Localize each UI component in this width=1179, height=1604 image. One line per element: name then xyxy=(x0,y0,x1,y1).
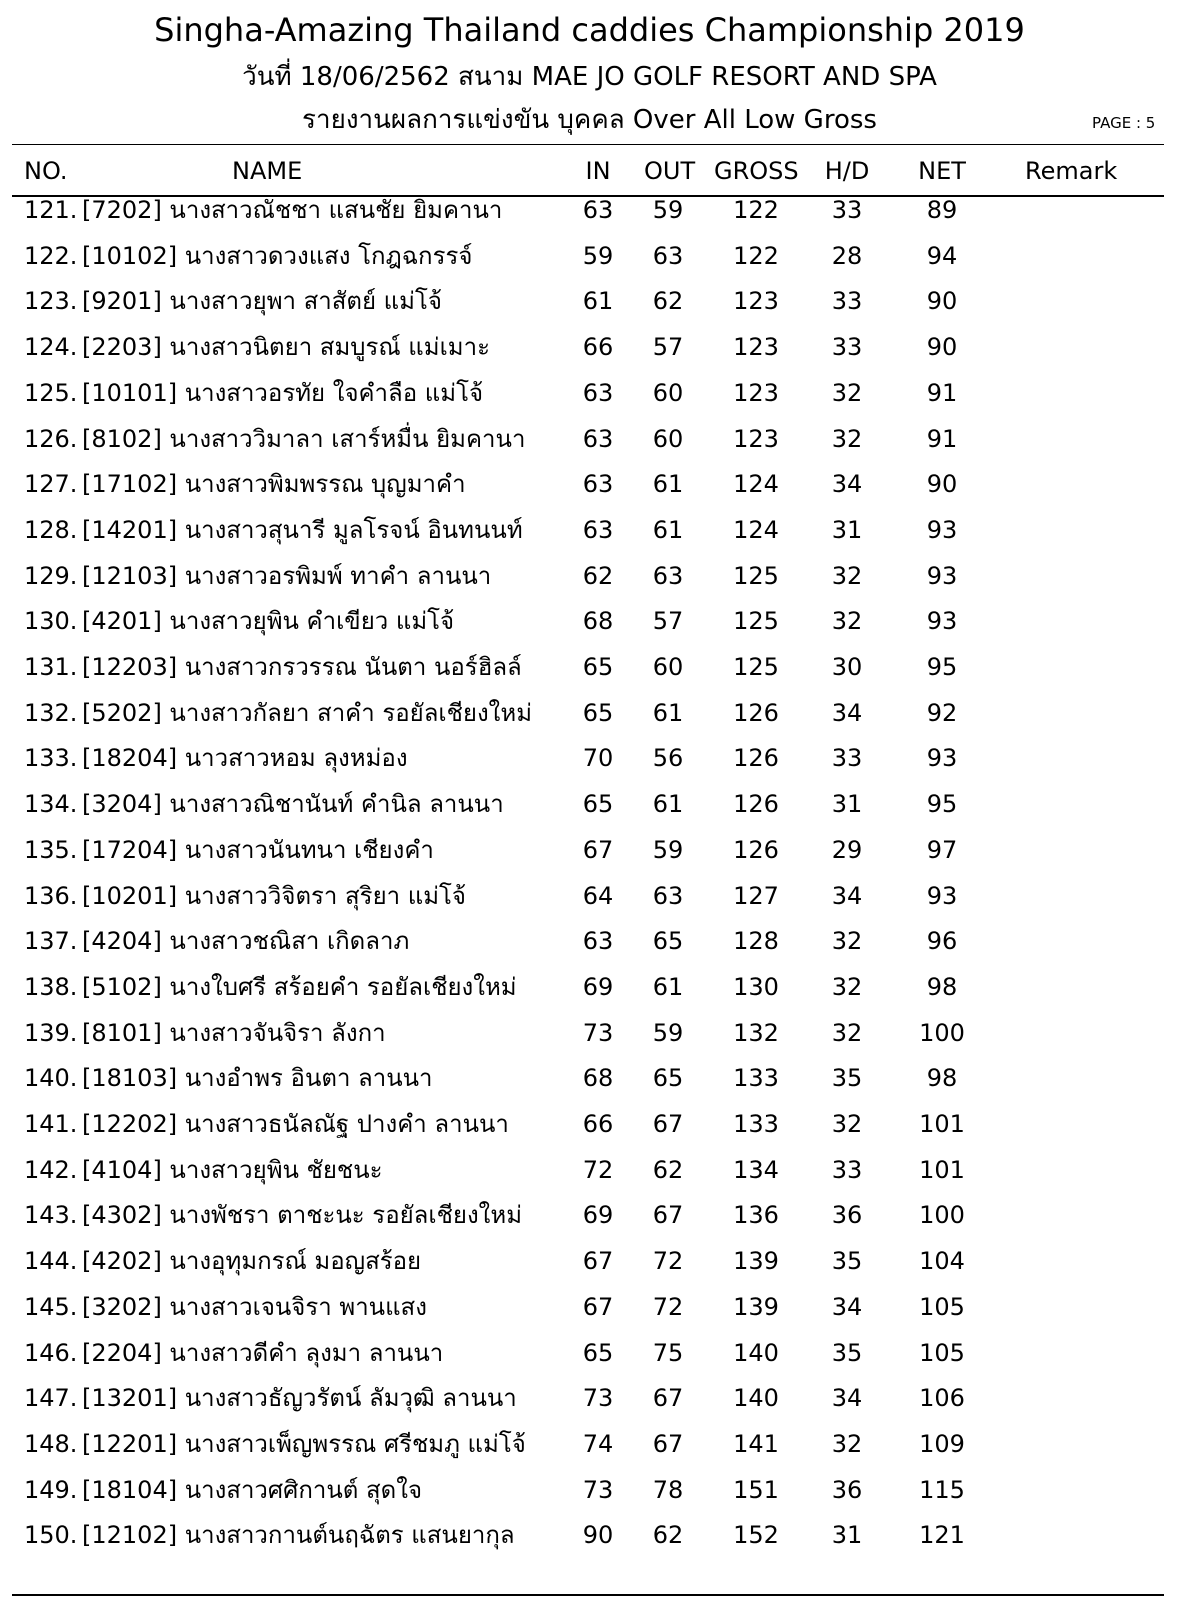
row-number: 127. xyxy=(24,470,78,499)
score-gross: 124 xyxy=(733,515,779,544)
score-out: 63 xyxy=(652,881,684,910)
row-number: 133. xyxy=(24,744,78,773)
table-row xyxy=(0,419,1179,459)
caddie-name: [9201] นางสาวยุพา สาสัตย์ แม่โจ้ xyxy=(82,287,442,316)
score-gross: 141 xyxy=(733,1429,779,1458)
caddie-name: [2203] นางสาวนิตยา สมบูรณ์ แม่เมาะ xyxy=(82,333,490,362)
handicap: 33 xyxy=(831,287,863,316)
table-header xyxy=(0,150,1179,192)
score-gross: 127 xyxy=(733,881,779,910)
handicap: 33 xyxy=(831,744,863,773)
table-row xyxy=(0,1013,1179,1053)
caddie-name: [4202] นางอุทุมกรณ์ มอญสร้อย xyxy=(82,1247,422,1276)
table-row xyxy=(0,601,1179,641)
handicap: 32 xyxy=(831,1018,863,1047)
caddie-name: [12103] นางสาวอรพิมพ์ ทาคำ ลานนา xyxy=(82,561,492,590)
score-out: 75 xyxy=(652,1338,684,1367)
score-net: 91 xyxy=(926,424,958,453)
table-row xyxy=(0,830,1179,870)
score-in: 66 xyxy=(582,1110,614,1138)
caddie-name: [18204] นาวสาวหอม ลุงหม่อง xyxy=(82,744,408,773)
handicap: 31 xyxy=(831,1521,863,1550)
row-number: 147. xyxy=(24,1384,78,1413)
score-out: 60 xyxy=(652,424,684,453)
row-number: 122. xyxy=(24,241,78,270)
score-in: 61 xyxy=(582,287,614,316)
score-out: 67 xyxy=(652,1110,684,1138)
score-out: 61 xyxy=(652,972,684,1001)
table-row xyxy=(0,236,1179,276)
report-subtitle: วันที่ 18/06/2562 สนาม MAE JO GOLF RESORT AND SPA xyxy=(242,62,937,92)
row-number: 123. xyxy=(24,287,78,316)
score-gross: 132 xyxy=(733,1018,779,1047)
score-gross: 123 xyxy=(733,333,779,362)
score-out: 61 xyxy=(652,470,684,499)
row-number: 148. xyxy=(24,1429,78,1458)
score-net: 90 xyxy=(926,333,958,362)
row-number: 121. xyxy=(24,196,78,224)
score-gross: 123 xyxy=(733,378,779,407)
score-net: 95 xyxy=(926,790,958,819)
table-row xyxy=(0,190,1179,230)
table-row xyxy=(0,510,1179,550)
col-header-no: NO. xyxy=(24,157,68,185)
caddie-name: [5202] นางสาวกัลยา สาคำ รอยัลเชียงใหม่ xyxy=(82,698,533,727)
score-in: 73 xyxy=(582,1475,614,1504)
row-number: 129. xyxy=(24,561,78,590)
caddie-name: [12202] นางสาวธนัลณัฐ ปางคำ ลานนา xyxy=(82,1110,509,1138)
row-number: 126. xyxy=(24,424,78,453)
score-in: 68 xyxy=(582,1064,614,1093)
score-gross: 122 xyxy=(733,241,779,270)
handicap: 32 xyxy=(831,972,863,1001)
score-gross: 140 xyxy=(733,1338,779,1367)
score-net: 93 xyxy=(926,881,958,910)
handicap: 28 xyxy=(831,241,863,270)
row-number: 134. xyxy=(24,790,78,819)
handicap: 32 xyxy=(831,561,863,590)
score-gross: 133 xyxy=(733,1110,779,1138)
row-number: 141. xyxy=(24,1110,78,1138)
table-row xyxy=(0,738,1179,778)
row-number: 142. xyxy=(24,1155,78,1184)
score-net: 121 xyxy=(919,1521,965,1550)
table-row xyxy=(0,1150,1179,1190)
caddie-name: [10101] นางสาวอรทัย ใจคำลือ แม่โจ้ xyxy=(82,378,484,407)
score-out: 62 xyxy=(652,1521,684,1550)
caddie-name: [17204] นางสาวนันทนา เชียงคำ xyxy=(82,835,434,864)
table-row xyxy=(0,784,1179,824)
caddie-name: [7202] นางสาวณัชชา แสนชัย ยิมคานา xyxy=(82,196,503,224)
caddie-name: [13201] นางสาวธัญวรัตน์ ลัมวุฒิ ลานนา xyxy=(82,1384,517,1413)
score-gross: 125 xyxy=(733,607,779,636)
caddie-name: [3204] นางสาวณิชานันท์ คำนิล ลานนา xyxy=(82,790,504,819)
caddie-name: [18103] นางอำพร อินตา ลานนา xyxy=(82,1064,433,1093)
score-out: 60 xyxy=(652,378,684,407)
handicap: 32 xyxy=(831,927,863,956)
caddie-name: [14201] นางสาวสุนารี มูลโรจน์ อินทนนท์ xyxy=(82,515,523,544)
row-number: 124. xyxy=(24,333,78,362)
score-in: 67 xyxy=(582,835,614,864)
row-number: 128. xyxy=(24,515,78,544)
score-in: 65 xyxy=(582,790,614,819)
score-gross: 123 xyxy=(733,287,779,316)
score-out: 57 xyxy=(652,607,684,636)
table-row xyxy=(0,876,1179,916)
handicap: 33 xyxy=(831,196,863,224)
handicap: 32 xyxy=(831,424,863,453)
score-net: 91 xyxy=(926,378,958,407)
col-header-out: OUT xyxy=(644,157,696,185)
table-row xyxy=(0,1104,1179,1144)
row-number: 150. xyxy=(24,1521,78,1550)
caddie-name: [10201] นางสาววิจิตรา สุริยา แม่โจ้ xyxy=(82,881,466,910)
score-in: 72 xyxy=(582,1155,614,1184)
row-number: 149. xyxy=(24,1475,78,1504)
score-net: 101 xyxy=(919,1155,965,1184)
score-gross: 128 xyxy=(733,927,779,956)
score-out: 72 xyxy=(652,1292,684,1321)
caddie-name: [4204] นางสาวชณิสา เกิดลาภ xyxy=(82,927,410,956)
score-out: 67 xyxy=(652,1429,684,1458)
table-row xyxy=(0,1058,1179,1098)
score-out: 72 xyxy=(652,1247,684,1276)
table-row xyxy=(0,373,1179,413)
score-in: 63 xyxy=(582,470,614,499)
score-in: 63 xyxy=(582,424,614,453)
score-out: 59 xyxy=(652,196,684,224)
header-top-rule xyxy=(12,144,1164,145)
handicap: 33 xyxy=(831,333,863,362)
handicap: 34 xyxy=(831,698,863,727)
caddie-name: [4302] นางพัชรา ตาชะนะ รอยัลเชียงใหม่ xyxy=(82,1201,523,1230)
score-in: 67 xyxy=(582,1292,614,1321)
score-out: 61 xyxy=(652,515,684,544)
score-net: 98 xyxy=(926,972,958,1001)
score-gross: 126 xyxy=(733,744,779,773)
score-out: 62 xyxy=(652,1155,684,1184)
table-row xyxy=(0,1470,1179,1510)
handicap: 32 xyxy=(831,1110,863,1138)
score-in: 69 xyxy=(582,972,614,1001)
score-in: 65 xyxy=(582,1338,614,1367)
table-row xyxy=(0,1378,1179,1418)
score-out: 78 xyxy=(652,1475,684,1504)
score-net: 92 xyxy=(926,698,958,727)
score-net: 90 xyxy=(926,287,958,316)
row-number: 131. xyxy=(24,653,78,681)
score-out: 56 xyxy=(652,744,684,773)
table-row xyxy=(0,556,1179,596)
score-gross: 140 xyxy=(733,1384,779,1413)
score-gross: 130 xyxy=(733,972,779,1001)
handicap: 32 xyxy=(831,607,863,636)
score-out: 65 xyxy=(652,1064,684,1093)
score-in: 62 xyxy=(582,561,614,590)
handicap: 36 xyxy=(831,1201,863,1230)
score-gross: 136 xyxy=(733,1201,779,1230)
score-in: 63 xyxy=(582,378,614,407)
score-gross: 151 xyxy=(733,1475,779,1504)
row-number: 137. xyxy=(24,927,78,956)
handicap: 34 xyxy=(831,1292,863,1321)
table-row xyxy=(0,921,1179,961)
score-in: 65 xyxy=(582,698,614,727)
report-title: Singha-Amazing Thailand caddies Championship 2019 xyxy=(154,11,1025,49)
score-in: 70 xyxy=(582,744,614,773)
score-net: 93 xyxy=(926,607,958,636)
score-net: 115 xyxy=(919,1475,965,1504)
row-number: 140. xyxy=(24,1064,78,1093)
score-gross: 126 xyxy=(733,790,779,819)
caddie-name: [10102] นางสาวดวงแสง โกฎฉกรรจ์ xyxy=(82,241,473,270)
score-net: 93 xyxy=(926,744,958,773)
score-in: 65 xyxy=(582,653,614,681)
score-in: 66 xyxy=(582,333,614,362)
col-header-name: NAME xyxy=(232,157,303,185)
row-number: 130. xyxy=(24,607,78,636)
table-row xyxy=(0,464,1179,504)
score-out: 61 xyxy=(652,790,684,819)
row-number: 143. xyxy=(24,1201,78,1230)
score-in: 73 xyxy=(582,1384,614,1413)
row-number: 132. xyxy=(24,698,78,727)
score-in: 63 xyxy=(582,927,614,956)
row-number: 136. xyxy=(24,881,78,910)
score-net: 96 xyxy=(926,927,958,956)
score-in: 74 xyxy=(582,1429,614,1458)
col-header-net: NET xyxy=(918,157,966,185)
score-in: 67 xyxy=(582,1247,614,1276)
score-net: 93 xyxy=(926,515,958,544)
score-net: 109 xyxy=(919,1429,965,1458)
score-net: 104 xyxy=(919,1247,965,1276)
handicap: 34 xyxy=(831,470,863,499)
score-out: 65 xyxy=(652,927,684,956)
score-in: 69 xyxy=(582,1201,614,1230)
col-header-remark: Remark xyxy=(1025,157,1118,185)
table-row xyxy=(0,327,1179,367)
table-row xyxy=(0,1424,1179,1464)
handicap: 35 xyxy=(831,1064,863,1093)
handicap: 31 xyxy=(831,790,863,819)
handicap: 32 xyxy=(831,1429,863,1458)
handicap: 33 xyxy=(831,1155,863,1184)
row-number: 145. xyxy=(24,1292,78,1321)
table-row xyxy=(0,647,1179,687)
row-number: 146. xyxy=(24,1338,78,1367)
col-header-gross: GROSS xyxy=(714,157,799,185)
row-number: 135. xyxy=(24,835,78,864)
score-net: 106 xyxy=(919,1384,965,1413)
table-row xyxy=(0,1515,1179,1555)
caddie-name: [3202] นางสาวเจนจิรา พานแสง xyxy=(82,1292,427,1321)
score-in: 90 xyxy=(582,1521,614,1550)
score-net: 97 xyxy=(926,835,958,864)
score-gross: 125 xyxy=(733,653,779,681)
handicap: 32 xyxy=(831,378,863,407)
table-row xyxy=(0,1195,1179,1235)
score-out: 61 xyxy=(652,698,684,727)
caddie-name: [12203] นางสาวกรวรรณ นันตา นอร์ฮิลล์ xyxy=(82,653,522,681)
table-row xyxy=(0,967,1179,1007)
caddie-name: [8102] นางสาววิมาลา เสาร์หมื่น ยิมคานา xyxy=(82,424,526,453)
score-in: 73 xyxy=(582,1018,614,1047)
score-out: 67 xyxy=(652,1384,684,1413)
score-net: 95 xyxy=(926,653,958,681)
score-out: 67 xyxy=(652,1201,684,1230)
score-gross: 124 xyxy=(733,470,779,499)
caddie-name: [5102] นางใบศรี สร้อยคำ รอยัลเชียงใหม่ xyxy=(82,972,517,1001)
score-in: 63 xyxy=(582,515,614,544)
table-row xyxy=(0,693,1179,733)
handicap: 31 xyxy=(831,515,863,544)
score-net: 93 xyxy=(926,561,958,590)
score-out: 63 xyxy=(652,561,684,590)
row-number: 144. xyxy=(24,1247,78,1276)
page-number: PAGE : 5 xyxy=(1092,114,1156,132)
score-gross: 139 xyxy=(733,1292,779,1321)
score-gross: 152 xyxy=(733,1521,779,1550)
score-gross: 126 xyxy=(733,698,779,727)
score-gross: 139 xyxy=(733,1247,779,1276)
score-net: 105 xyxy=(919,1338,965,1367)
score-net: 89 xyxy=(926,196,958,224)
table-row xyxy=(0,1241,1179,1281)
score-out: 62 xyxy=(652,287,684,316)
handicap: 34 xyxy=(831,1384,863,1413)
table-bottom-rule xyxy=(12,1594,1164,1596)
score-net: 90 xyxy=(926,470,958,499)
handicap: 30 xyxy=(831,653,863,681)
handicap: 35 xyxy=(831,1247,863,1276)
score-gross: 133 xyxy=(733,1064,779,1093)
caddie-name: [17102] นางสาวพิมพรรณ บุญมาคำ xyxy=(82,470,466,499)
score-gross: 126 xyxy=(733,835,779,864)
score-net: 100 xyxy=(919,1201,965,1230)
table-row xyxy=(0,1287,1179,1327)
caddie-name: [2204] นางสาวดีคำ ลุงมา ลานนา xyxy=(82,1338,444,1367)
caddie-name: [8101] นางสาวจันจิรา ลังกา xyxy=(82,1018,386,1047)
caddie-name: [12102] นางสาวกานต์นฤฉัตร แสนยากุล xyxy=(82,1521,515,1550)
score-out: 57 xyxy=(652,333,684,362)
caddie-name: [18104] นางสาวศศิกานต์ สุดใจ xyxy=(82,1475,423,1504)
score-net: 98 xyxy=(926,1064,958,1093)
score-gross: 122 xyxy=(733,196,779,224)
score-net: 100 xyxy=(919,1018,965,1047)
row-number: 138. xyxy=(24,972,78,1001)
col-header-in: IN xyxy=(585,157,611,185)
score-net: 105 xyxy=(919,1292,965,1321)
caddie-name: [4104] นางสาวยุพิน ชัยชนะ xyxy=(82,1155,383,1184)
table-row xyxy=(0,1333,1179,1373)
score-out: 63 xyxy=(652,241,684,270)
handicap: 36 xyxy=(831,1475,863,1504)
score-out: 59 xyxy=(652,1018,684,1047)
report-heading: รายงานผลการแข่งขัน บุคคล Over All Low Gross xyxy=(302,105,877,135)
caddie-name: [12201] นางสาวเพ็ญพรรณ ศรีชมภู แม่โจ้ xyxy=(82,1429,526,1458)
score-gross: 123 xyxy=(733,424,779,453)
score-in: 64 xyxy=(582,881,614,910)
handicap: 34 xyxy=(831,881,863,910)
score-net: 94 xyxy=(926,241,958,270)
score-gross: 134 xyxy=(733,1155,779,1184)
handicap: 35 xyxy=(831,1338,863,1367)
score-gross: 125 xyxy=(733,561,779,590)
table-row xyxy=(0,281,1179,321)
caddie-name: [4201] นางสาวยุพิน คำเขียว แม่โจ้ xyxy=(82,607,455,636)
row-number: 139. xyxy=(24,1018,78,1047)
score-out: 60 xyxy=(652,653,684,681)
score-in: 59 xyxy=(582,241,614,270)
col-header-hd: H/D xyxy=(824,157,870,185)
score-out: 59 xyxy=(652,835,684,864)
score-in: 68 xyxy=(582,607,614,636)
row-number: 125. xyxy=(24,378,78,407)
score-in: 63 xyxy=(582,196,614,224)
score-net: 101 xyxy=(919,1110,965,1138)
handicap: 29 xyxy=(831,835,863,864)
